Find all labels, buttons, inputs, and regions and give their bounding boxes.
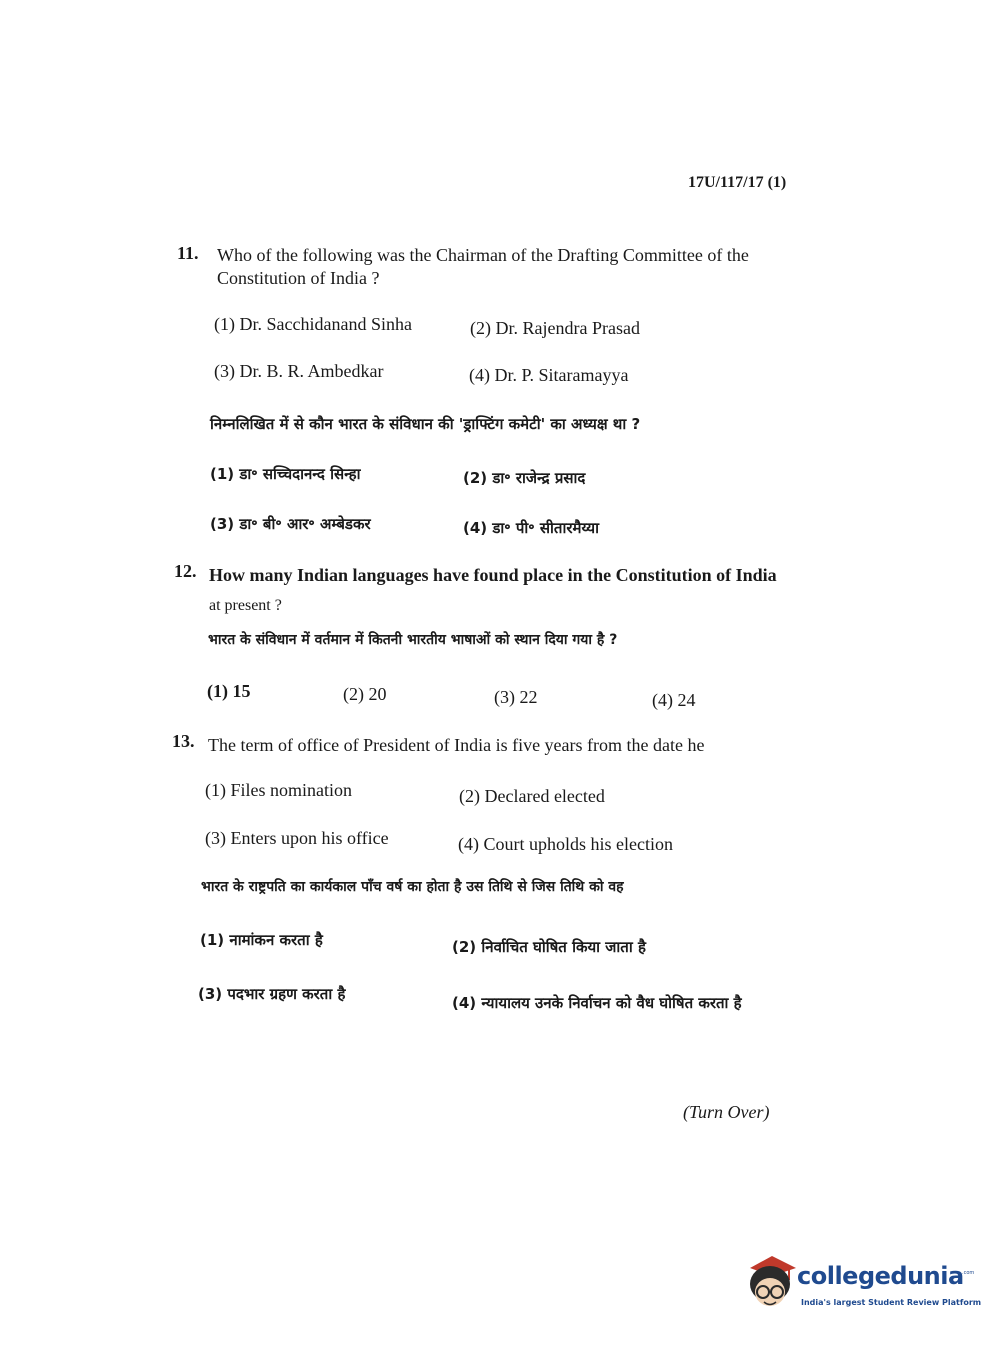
option-1: (1) Dr. Sacchidanand Sinha: [214, 314, 412, 334]
question-number: 13.: [172, 731, 195, 751]
question-text-line1: How many Indian languages have found place in the Constitution of India: [209, 565, 777, 585]
option-4-hindi: (4) डा॰ पी॰ सीतारमैय्या: [463, 519, 599, 537]
option-2: (2) Declared elected: [459, 786, 605, 806]
question-text-line1: Who of the following was the Chairman of the Drafting Committee of the: [217, 245, 749, 265]
question-text-line2: at present ?: [209, 597, 282, 614]
collegedunia-watermark: [742, 1250, 982, 1320]
option-1-hindi: (1) डा॰ सच्चिदानन्द सिन्हा: [210, 465, 361, 483]
option-1: (1) Files nomination: [205, 780, 352, 800]
option-2-hindi: (2) निर्वाचित घोषित किया जाता है: [452, 938, 646, 956]
mascot-icon: [742, 1252, 798, 1316]
question-text-hindi: भारत के राष्ट्रपति का कार्यकाल पाँच वर्ष का होता है उस तिथि से जिस तिथि को वह: [201, 879, 624, 895]
option-3-hindi: (3) पदभार ग्रहण करता है: [198, 985, 346, 1003]
option-3: (3) Dr. B. R. Ambedkar: [214, 361, 384, 381]
option-3-hindi: (3) डा॰ बी॰ आर॰ अम्बेडकर: [210, 515, 371, 533]
option-3: (3) 22: [494, 687, 538, 707]
option-2: (2) 20: [343, 684, 387, 704]
option-3: (3) Enters upon his office: [205, 828, 389, 848]
question-text-line1: The term of office of President of India is five years from the date he: [208, 735, 705, 755]
question-text-hindi: निम्नलिखित में से कौन भारत के संविधान की 'ड्राफ्टिंग कमेटी' का अध्यक्ष था ?: [210, 415, 641, 433]
question-number: 12.: [174, 561, 197, 581]
option-2-hindi: (2) डा॰ राजेन्द्र प्रसाद: [463, 469, 586, 487]
option-1: (1) 15: [207, 681, 251, 701]
brand-suffix: .com: [962, 1270, 975, 1276]
brand-tagline: India's largest Student Review Platform: [801, 1298, 982, 1307]
question-text-line2: Constitution of India ?: [217, 268, 380, 288]
option-4: (4) Court upholds his election: [458, 834, 673, 854]
question-text-hindi: भारत के संविधान में वर्तमान में कितनी भारतीय भाषाओं को स्थान दिया गया है ?: [208, 632, 618, 648]
brand-name: collegedunia: [797, 1262, 964, 1290]
option-1-hindi: (1) नामांकन करता है: [200, 931, 323, 949]
option-4: (4) Dr. P. Sitaramayya: [469, 365, 629, 385]
question-number: 11.: [177, 243, 199, 263]
turn-over-note: (Turn Over): [683, 1102, 770, 1122]
option-2: (2) Dr. Rajendra Prasad: [470, 318, 640, 338]
option-4-hindi: (4) न्यायालय उनके निर्वाचन को वैध घोषित करता है: [452, 994, 742, 1012]
option-4: (4) 24: [652, 690, 696, 710]
paper-code: 17U/117/17 (1): [688, 174, 787, 191]
